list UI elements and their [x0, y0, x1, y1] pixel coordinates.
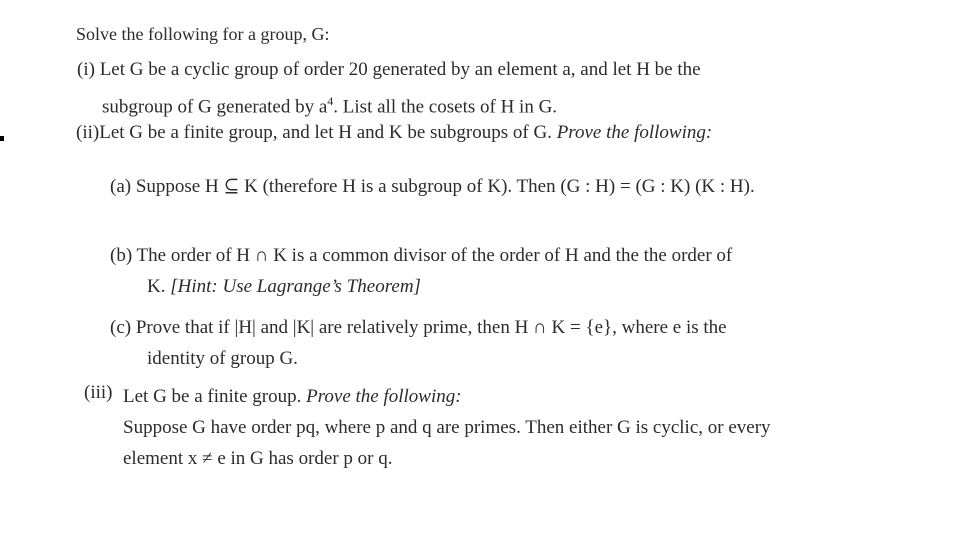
hint-text: [Hint: Use Lagrange’s Theorem]	[170, 276, 421, 297]
problem-i-marker: (i)	[77, 59, 95, 80]
problem-iii-intro	[123, 385, 462, 409]
problem-ii-b-line-2	[147, 275, 421, 299]
exponent: 4	[327, 94, 334, 108]
problem-iii-emphasis: Prove the following:	[306, 386, 462, 407]
problem-iii-line-2: element x ≠ e in G has order p or q.	[123, 448, 393, 469]
problem-i-text-2b: . List all the cosets of H in G.	[333, 96, 558, 118]
problem-ii-emphasis: Prove the following:	[556, 122, 713, 143]
problem-ii-a: (a) Suppose H ⊆ K (therefore H is a subgroup of K). Then (G : H) = (G : K) (K : H).	[110, 176, 755, 197]
problem-iii-text: Let G be a finite group.	[123, 386, 307, 407]
problem-iii-line-1: Suppose G have order pq, where p and q are primes. Then either G is cyclic, or every	[123, 417, 771, 438]
problem-i-text-2a: subgroup of G generated by a	[102, 96, 328, 118]
problem-ii-marker: (ii)	[76, 122, 100, 143]
problem-ii-b-line-1: (b) The order of H ∩ K is a common divisor of the order of H and the the order of	[110, 245, 733, 266]
problem-ii-c-line-1: (c) Prove that if |H| and |K| are relatively prime, then H ∩ K = {e}, where e is the	[110, 317, 727, 338]
left-edge-mark	[0, 136, 4, 141]
problem-ii-text: Let G be a finite group, and let H and K be subgroups of G.	[99, 122, 557, 143]
problem-iii-marker: (iii)	[84, 382, 113, 403]
problem-ii-intro	[76, 121, 712, 145]
problem-i-text: Let G be a cyclic group of order 20 generated by an element a, and let H be the	[99, 59, 701, 80]
problem-ii-c-line-2: identity of group G.	[147, 348, 298, 369]
problem-ii-b-text: K.	[147, 276, 171, 297]
heading: Solve the following for a group, G:	[76, 24, 330, 44]
problem-i-line-2	[102, 89, 557, 119]
problem-i-line-1	[77, 58, 701, 82]
